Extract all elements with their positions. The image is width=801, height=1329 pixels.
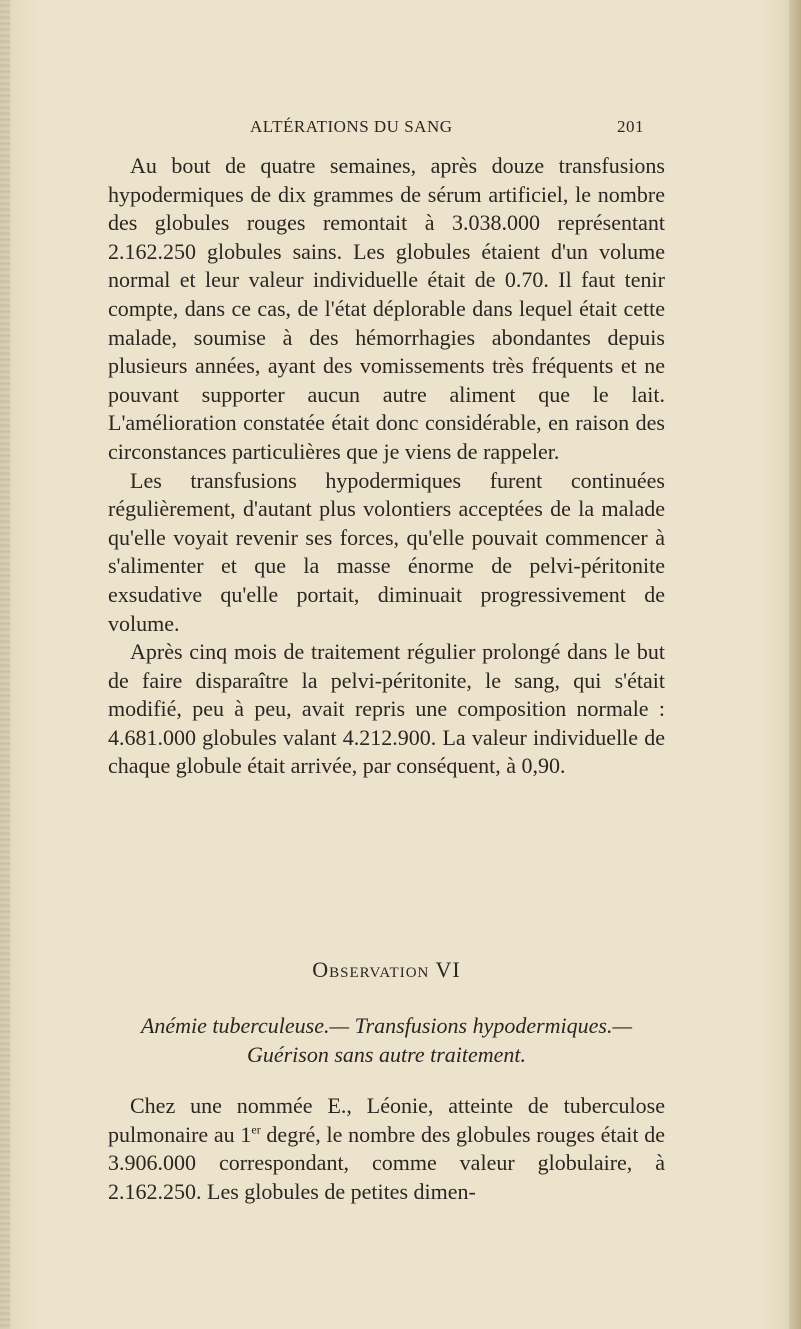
body-text [108,152,665,781]
body-text-observation [108,1092,665,1206]
subtitle-line-2: Guérison sans autre traitement. [246,1041,527,1067]
paragraph-4-end: degré, le nombre des globules rouges était de 3.906.000 correspondant, comme valeur globulaire, à 2.162.250. Les globules de petites dimen- [108,1121,665,1204]
paragraph-1: Au bout de quatre semaines, après douze transfusions hypodermiques de dix grammes de sérum artificiel, le nombre des globules rouges remontait à 3.038.000 représentant 2.162.250 globules sains. Les globules étaient d'un volume normal et leur valeur individuelle était de 0.70. Il faut tenir compte, dans ce cas, de l'état déplorable dans lequel était cette malade, soumise à des hémorrhagies abondantes depuis plusieurs années, ayant des vomissements très fréquents et ne pouvant supporter aucun autre aliment que le lait. L'amélioration constatée était donc considérable, en raison des circonstances particulières que je viens de rappeler. [108,153,665,464]
observation-subtitle [108,1012,665,1069]
page-outer-edge [789,0,801,1329]
ordinal-superscript: er [251,1122,261,1137]
paragraph-4 [108,1092,665,1206]
paragraph-2: Les transfusions hypodermiques furent continuées régulièrement, d'autant plus volontiers acceptées de la malade qu'elle voyait revenir ses forces, qu'elle pouvait commencer à s'alimenter et que la masse énorme de pelvi-péritonite exsudative qu'elle portait, diminuait progressivement de volume. [108,467,665,636]
page-number: 201 [617,117,644,136]
page-gutter-edge [0,0,10,1329]
paragraph-3: Après cinq mois de traitement régulier prolongé dans le but de faire disparaître la pelvi-péritonite, le sang, qui s'était modifié, peu à peu, avait repris une composition normale : 4.681.000 globules valant 4.212.900. La valeur individuelle de chaque globule était arrivée, par conséquent, à 0,90. [108,639,665,779]
observation-heading: Observation VI [312,957,461,982]
subtitle-line-1: Anémie tuberculeuse.— Transfusions hypodermiques.— [140,1013,633,1038]
running-header [250,117,670,141]
running-title: ALTÉRATIONS DU SANG [250,117,453,136]
paragraph-4-start: Chez une nommée E., Léonie, atteinte de tuberculose pulmonaire au 1 [108,1093,665,1147]
